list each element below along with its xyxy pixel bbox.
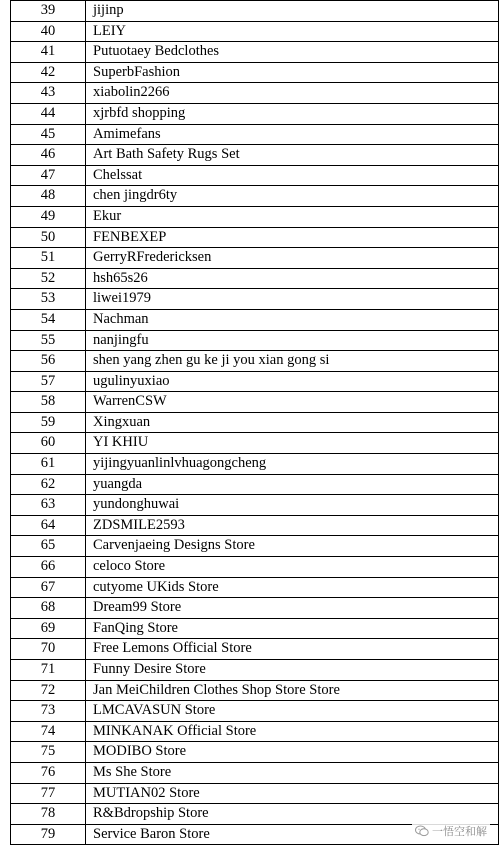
table-row xyxy=(11,721,499,742)
store-name: WarrenCSW xyxy=(86,392,499,413)
row-number: 67 xyxy=(11,577,86,598)
row-number: 74 xyxy=(11,721,86,742)
row-number: 77 xyxy=(11,783,86,804)
store-name: LMCAVASUN Store xyxy=(86,701,499,722)
row-number: 43 xyxy=(11,83,86,104)
row-number: 66 xyxy=(11,557,86,578)
row-number: 64 xyxy=(11,515,86,536)
store-name: yuangda xyxy=(86,474,499,495)
table-row xyxy=(11,83,499,104)
store-name: hsh65s26 xyxy=(86,268,499,289)
store-name: Ekur xyxy=(86,206,499,227)
store-name: liwei1979 xyxy=(86,289,499,310)
row-number: 47 xyxy=(11,165,86,186)
row-number: 69 xyxy=(11,618,86,639)
table-row xyxy=(11,474,499,495)
row-number: 78 xyxy=(11,804,86,825)
row-number: 52 xyxy=(11,268,86,289)
store-name: Funny Desire Store xyxy=(86,660,499,681)
store-name: yundonghuwai xyxy=(86,495,499,516)
row-number: 50 xyxy=(11,227,86,248)
row-number: 61 xyxy=(11,454,86,475)
table-row xyxy=(11,309,499,330)
store-name: nanjingfu xyxy=(86,330,499,351)
table-row xyxy=(11,577,499,598)
row-number: 46 xyxy=(11,145,86,166)
row-number: 48 xyxy=(11,186,86,207)
store-name: Nachman xyxy=(86,309,499,330)
row-number: 56 xyxy=(11,351,86,372)
store-name: YI KHIU xyxy=(86,433,499,454)
table-row xyxy=(11,515,499,536)
table-row xyxy=(11,762,499,783)
row-number: 53 xyxy=(11,289,86,310)
store-name: Service Baron Store xyxy=(86,824,499,845)
row-number: 73 xyxy=(11,701,86,722)
row-number: 45 xyxy=(11,124,86,145)
row-number: 71 xyxy=(11,660,86,681)
store-name: MODIBO Store xyxy=(86,742,499,763)
table-row xyxy=(11,165,499,186)
row-number: 65 xyxy=(11,536,86,557)
table-row xyxy=(11,557,499,578)
table-row xyxy=(11,124,499,145)
row-number: 59 xyxy=(11,412,86,433)
table-row xyxy=(11,351,499,372)
table-row xyxy=(11,330,499,351)
row-number: 42 xyxy=(11,62,86,83)
row-number: 75 xyxy=(11,742,86,763)
table-row xyxy=(11,536,499,557)
table-row xyxy=(11,186,499,207)
table-row xyxy=(11,618,499,639)
table-row xyxy=(11,206,499,227)
table-row xyxy=(11,21,499,42)
table-row xyxy=(11,680,499,701)
table-row xyxy=(11,289,499,310)
store-name: GerryRFredericksen xyxy=(86,248,499,269)
table-row xyxy=(11,392,499,413)
store-name: xjrbfd shopping xyxy=(86,103,499,124)
store-name: Carvenjaeing Designs Store xyxy=(86,536,499,557)
row-number: 79 xyxy=(11,824,86,845)
row-number: 72 xyxy=(11,680,86,701)
table-row xyxy=(11,145,499,166)
table-row xyxy=(11,248,499,269)
table-row xyxy=(11,62,499,83)
store-name: shen yang zhen gu ke ji you xian gong si xyxy=(86,351,499,372)
table-row xyxy=(11,371,499,392)
store-name: Amimefans xyxy=(86,124,499,145)
table-row xyxy=(11,268,499,289)
store-name: MUTIAN02 Store xyxy=(86,783,499,804)
store-name: cutyome UKids Store xyxy=(86,577,499,598)
table-row xyxy=(11,454,499,475)
store-name: Jan MeiChildren Clothes Shop Store Store xyxy=(86,680,499,701)
row-number: 63 xyxy=(11,495,86,516)
table-row xyxy=(11,1,499,22)
store-name: ugulinyuxiao xyxy=(86,371,499,392)
table-row xyxy=(11,701,499,722)
row-number: 51 xyxy=(11,248,86,269)
store-name: xiabolin2266 xyxy=(86,83,499,104)
table-row xyxy=(11,227,499,248)
store-name: chen jingdr6ty xyxy=(86,186,499,207)
watermark-text: 一悟空和解 xyxy=(432,825,487,838)
store-name: FanQing Store xyxy=(86,618,499,639)
store-name: Dream99 Store xyxy=(86,598,499,619)
table-row xyxy=(11,103,499,124)
store-name: FENBEXEP xyxy=(86,227,499,248)
table-row xyxy=(11,639,499,660)
store-name: MINKANAK Official Store xyxy=(86,721,499,742)
store-name: Chelssat xyxy=(86,165,499,186)
store-name: yijingyuanlinlvhuagongcheng xyxy=(86,454,499,475)
store-name: jijinp xyxy=(86,1,499,22)
store-name: Ms She Store xyxy=(86,762,499,783)
brand-list-table-container xyxy=(10,0,498,845)
table-row xyxy=(11,783,499,804)
brand-list-table xyxy=(10,0,499,845)
row-number: 41 xyxy=(11,42,86,63)
store-name: Art Bath Safety Rugs Set xyxy=(86,145,499,166)
row-number: 40 xyxy=(11,21,86,42)
row-number: 57 xyxy=(11,371,86,392)
row-number: 68 xyxy=(11,598,86,619)
store-name: celoco Store xyxy=(86,557,499,578)
wechat-icon xyxy=(415,825,429,837)
store-name: ZDSMILE2593 xyxy=(86,515,499,536)
table-row xyxy=(11,433,499,454)
row-number: 49 xyxy=(11,206,86,227)
store-name: Free Lemons Official Store xyxy=(86,639,499,660)
store-name: Putuotaey Bedclothes xyxy=(86,42,499,63)
row-number: 39 xyxy=(11,1,86,22)
row-number: 60 xyxy=(11,433,86,454)
table-row xyxy=(11,495,499,516)
table-row xyxy=(11,742,499,763)
store-name: R&Bdropship Store xyxy=(86,804,499,825)
row-number: 58 xyxy=(11,392,86,413)
store-name: Xingxuan xyxy=(86,412,499,433)
table-body xyxy=(11,1,499,845)
table-row xyxy=(11,412,499,433)
row-number: 44 xyxy=(11,103,86,124)
table-row xyxy=(11,42,499,63)
table-row xyxy=(11,598,499,619)
table-row xyxy=(11,660,499,681)
row-number: 76 xyxy=(11,762,86,783)
row-number: 55 xyxy=(11,330,86,351)
row-number: 70 xyxy=(11,639,86,660)
row-number: 54 xyxy=(11,309,86,330)
store-name: SuperbFashion xyxy=(86,62,499,83)
watermark xyxy=(412,822,490,840)
store-name: LEIY xyxy=(86,21,499,42)
row-number: 62 xyxy=(11,474,86,495)
